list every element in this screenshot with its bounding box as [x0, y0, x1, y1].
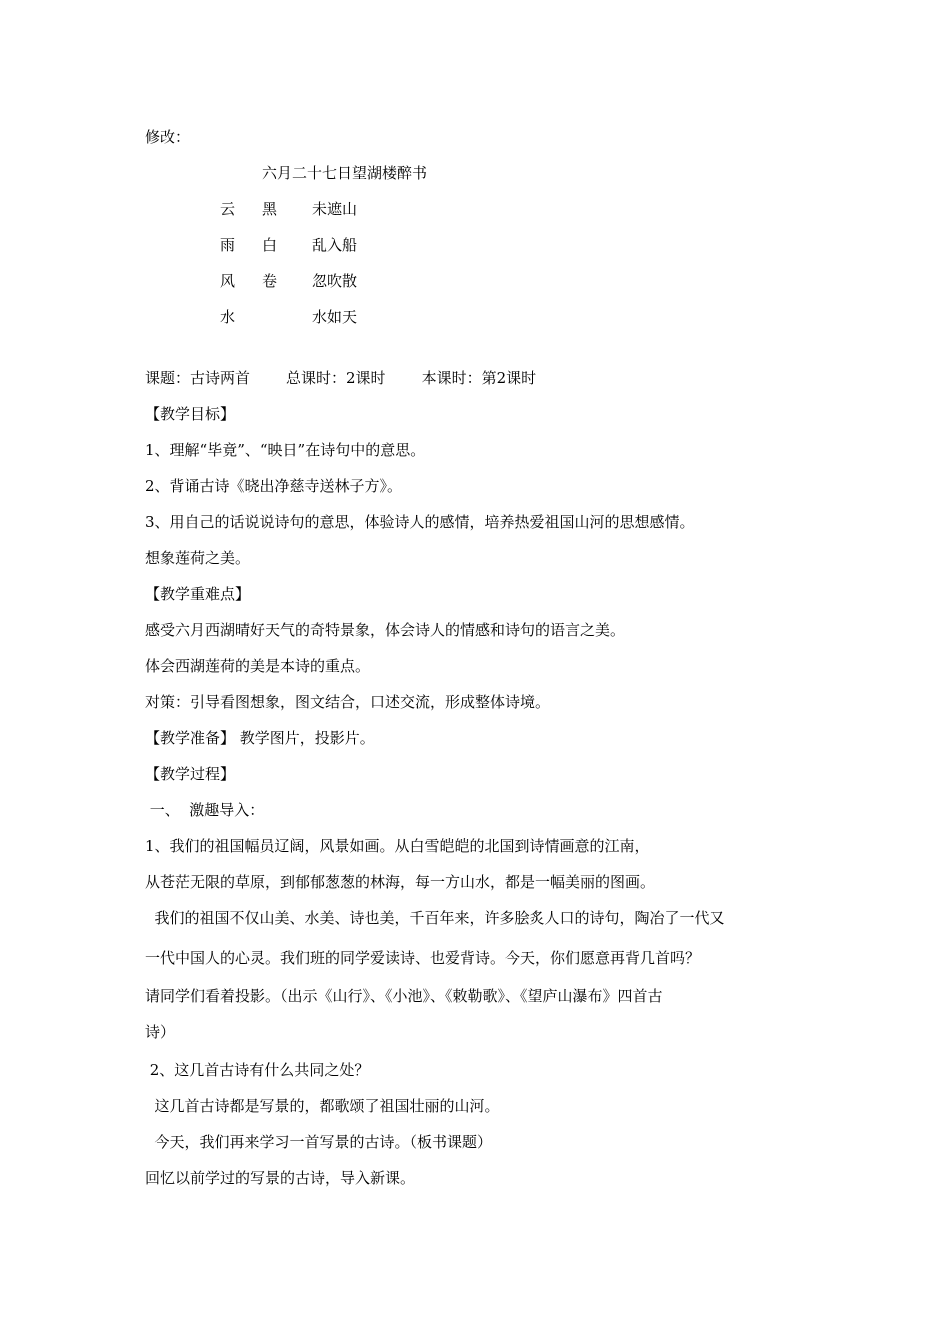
lesson-topic: 课题：古诗两首 [145, 369, 251, 387]
process-line: 请同学们看着投影。（出示《山行》、《小池》、《敕勒歌》、《望庐山瀑布》四首古 [145, 987, 663, 1005]
poem-row [0, 271, 950, 291]
poem-cell: 水 [220, 308, 236, 326]
process-line: 这几首古诗都是写景的，都歌颂了祖国壮丽的山河。 [145, 1097, 500, 1115]
process-line: 一、 激趣导入： [145, 801, 265, 819]
poem-cell: 雨 [220, 236, 236, 254]
poem-cell: 水如天 [312, 308, 358, 326]
section-heading-process: 【教学过程】 [145, 765, 236, 783]
process-line: 今天，我们再来学习一首写景的古诗。（板书课题） [145, 1133, 493, 1151]
goal-item: 2、背诵古诗《晓出净慈寺送林子方》。 [145, 477, 403, 495]
poem-cell: 忽吹散 [312, 272, 358, 290]
lesson-meta [145, 368, 572, 388]
lesson-current-hour: 本课时：第2课时 [421, 369, 537, 387]
section-heading-goals: 【教学目标】 [145, 405, 236, 423]
poem-cell: 风 [220, 272, 236, 290]
key-point-item: 对策：引导看图想象，图文结合，口述交流，形成整体诗境。 [145, 693, 551, 711]
goal-item: 3、用自己的话说说诗句的意思，体验诗人的感情，培养热爱祖国山河的思想感情。 [145, 513, 695, 531]
revision-label: 修改： [145, 128, 191, 146]
key-point-item: 体会西湖莲荷的美是本诗的重点。 [145, 657, 371, 675]
poem-cell: 卷 [262, 272, 278, 290]
poem-cell: 黑 [262, 200, 278, 218]
poem-title: 六月二十七日望湖楼醉书 [262, 164, 428, 182]
process-line: 诗） [145, 1023, 176, 1041]
process-line: 一代中国人的心灵。我们班的同学爱读诗、也爱背诗。今天，你们愿意再背几首吗？ [145, 949, 701, 967]
poem-cell: 白 [262, 236, 278, 254]
process-line: 我们的祖国不仅山美、水美、诗也美，千百年来，许多脍炙人口的诗句，陶冶了一代又 [145, 909, 725, 927]
key-point-item: 感受六月西湖晴好天气的奇特景象，体会诗人的情感和诗句的语言之美。 [145, 621, 626, 639]
section-preparation: 【教学准备】 教学图片，投影片。 [145, 729, 375, 747]
process-line: 2、这几首古诗有什么共同之处？ [145, 1061, 370, 1079]
goal-item: 想象莲荷之美。 [145, 549, 251, 567]
poem-row [0, 307, 950, 327]
poem-cell: 未遮山 [312, 200, 358, 218]
section-heading-key-points: 【教学重难点】 [145, 585, 251, 603]
poem-cell: 乱入船 [312, 236, 358, 254]
process-line: 回忆以前学过的写景的古诗，导入新课。 [145, 1169, 416, 1187]
process-line: 1、我们的祖国幅员辽阔，风景如画。从白雪皑皑的北国到诗情画意的江南， [145, 837, 650, 855]
goal-item: 1、理解“毕竟”、“映日”在诗句中的意思。 [145, 441, 426, 459]
lesson-total-hours: 总课时：2课时 [286, 369, 386, 387]
poem-row [0, 235, 950, 255]
poem-cell: 云 [220, 200, 236, 218]
process-line: 从苍茫无限的草原，到郁郁葱葱的林海，每一方山水，都是一幅美丽的图画。 [145, 873, 656, 891]
poem-row [0, 199, 950, 219]
